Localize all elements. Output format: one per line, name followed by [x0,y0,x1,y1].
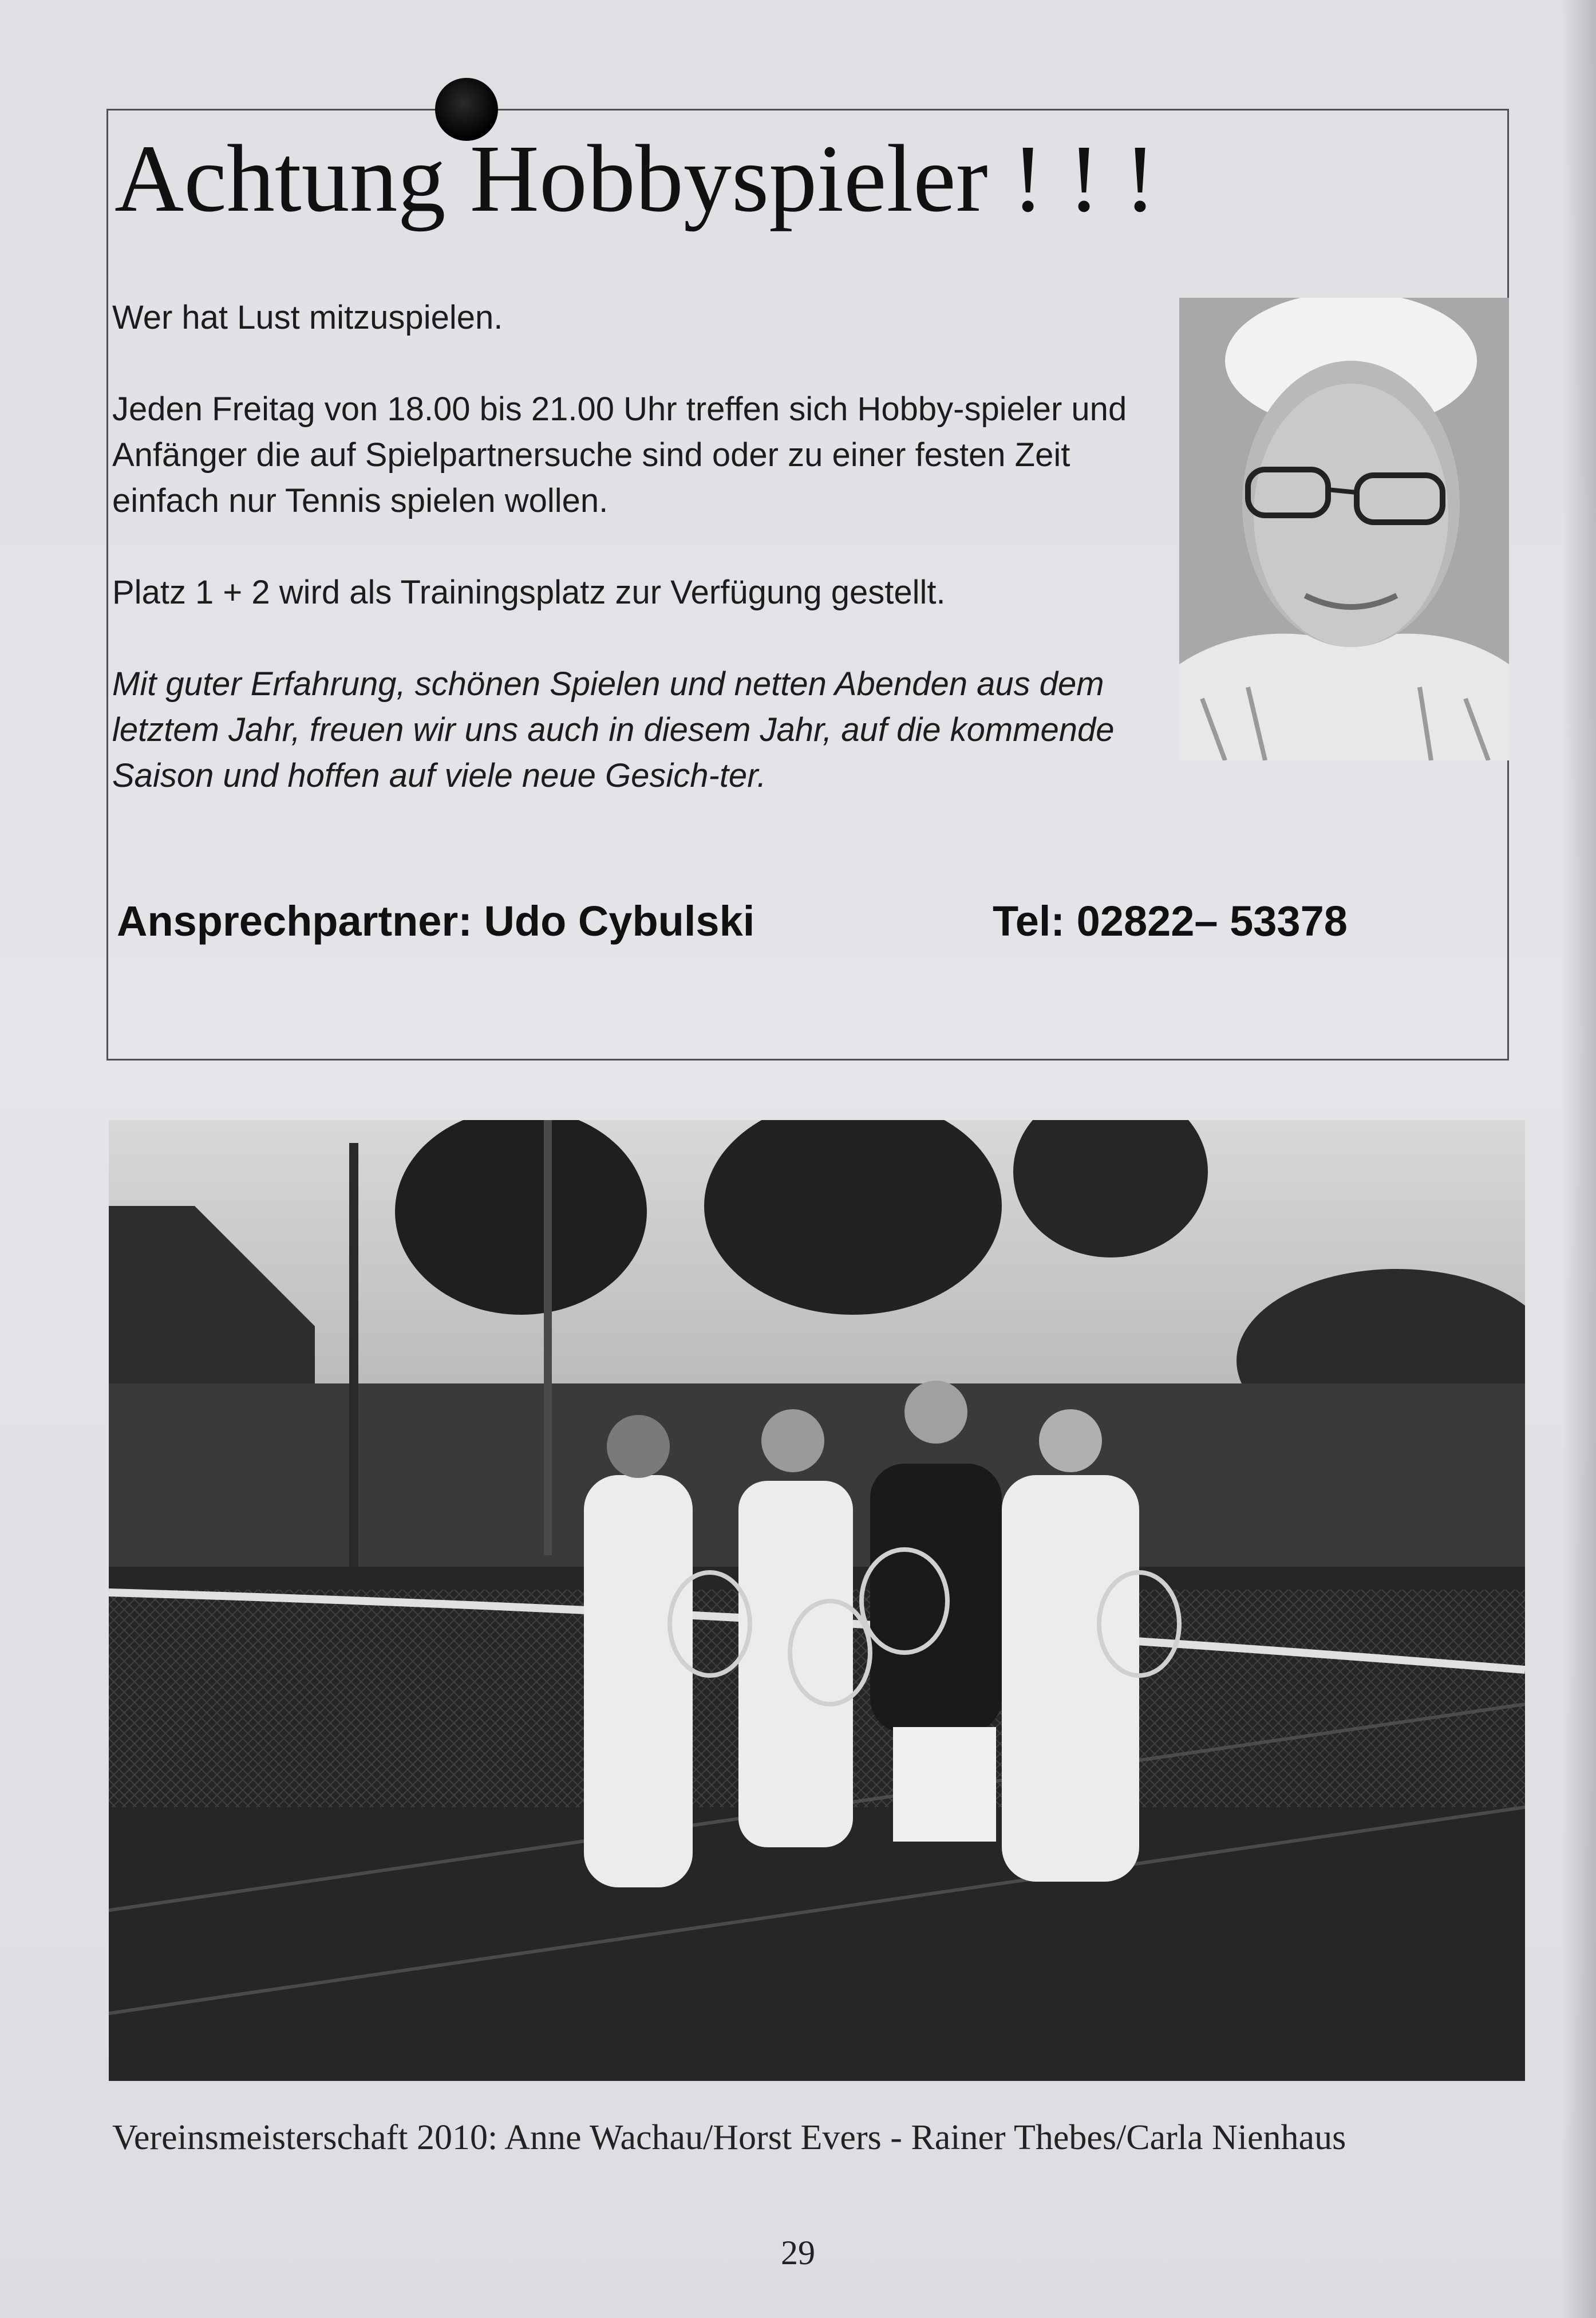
portrait-illustration [1179,298,1509,760]
portrait-photo [1179,298,1509,760]
closing-paragraph: Mit guter Erfahrung, schönen Spielen und netten Abenden aus dem letztem Jahr, freuen wir uns auch in diesem Jahr, auf die kommende Saison und hoffen auf viele neue Gesich-ter. [112,665,1115,794]
photo-caption: Vereinsmeisterschaft 2010: Anne Wachau/Horst Evers - Rainer Thebes/Carla Nienhaus [112,2118,1346,2157]
team-photo-illustration [109,1120,1525,2081]
page-edge-shadow [1562,0,1596,2318]
contact-person: Ansprechpartner: Udo Cybulski [117,897,755,945]
contact-phone: Tel: 02822– 53378 [993,897,1348,945]
announcement-title: Achtung Hobbyspieler ! ! ! [114,125,1156,232]
intro-paragraph: Wer hat Lust mitzuspielen. [112,299,503,336]
page-number: 29 [781,2234,815,2272]
schedule-paragraph: Jeden Freitag von 18.00 bis 21.00 Uhr treffen sich Hobby-spieler und Anfänger die auf Spielpartnersuche sind oder zu einer festen Zeit einfach nur Tennis spielen wollen. [112,391,1127,519]
courts-paragraph: Platz 1 + 2 wird als Trainingsplatz zur Verfügung gestellt. [112,574,946,611]
team-photo [109,1120,1525,2081]
